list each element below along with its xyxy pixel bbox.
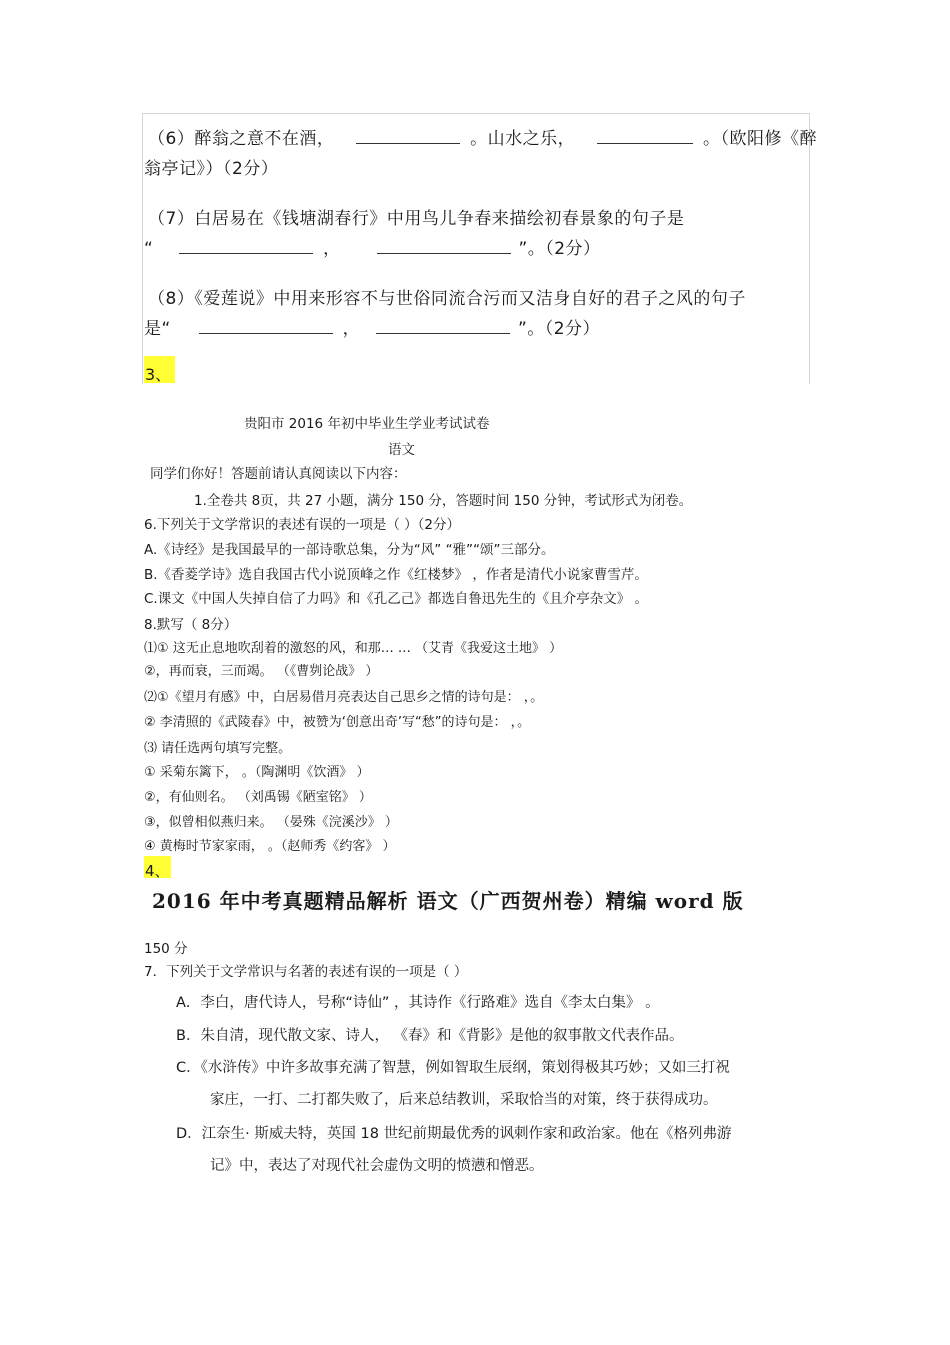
greeting-line: 同学们你好！答题前请认真阅读以下内容：: [150, 466, 407, 482]
exam-title-hezhou: 2016 年中考真题精品解析 语文（广西贺州卷）精编 word 版: [152, 889, 744, 913]
q7-line2: [144, 234, 601, 259]
q6-text-c: 。（欧阳修《醉: [702, 129, 817, 149]
q6-blank-2[interactable]: [597, 142, 693, 144]
dictation-line-8: ③，似曾相似燕归来。 （晏殊《浣溪沙》 ）: [144, 815, 398, 830]
q7-option-d-line2: 记》中，表达了对现代社会虚伪文明的愤懑和憎恶。: [210, 1158, 544, 1174]
rule-line-1: 1.全卷共 8页，共 27 小题，满分 150 分，答题时间 150 分钟，考试形式为闭卷。: [194, 493, 693, 509]
q8-stem: 8.默写（ 8分）: [144, 617, 238, 633]
q8-open: 是“: [144, 319, 171, 339]
q7-option-c-line1: C．《水浒传》中许多故事充满了智慧，例如智取生辰纲，策划得极其巧妙；又如三打祝: [176, 1060, 730, 1076]
dictation-line-1: ⑴① 这无止息地吹刮着的激怒的风，和那… … （艾青《我爱这土地》 ）: [144, 641, 563, 656]
q7-comma: ，: [323, 239, 341, 259]
q7-option-a: A．李白，唐代诗人，号称“诗仙” ，其诗作《行路难》选自《李太白集》 。: [176, 995, 660, 1011]
q8-blank-2[interactable]: [376, 332, 510, 334]
marker-4: 4、: [145, 862, 170, 880]
q6-option-c: C.课文《中国人失掉自信了力吗》和《孔乙己》都选自鲁迅先生的《且介亭杂文》 。: [144, 591, 649, 607]
q7-blank-1[interactable]: [179, 252, 313, 254]
dictation-line-7: ②，有仙则名。 （刘禹锡《陋室铭》 ）: [144, 790, 372, 805]
q6-line1: [148, 124, 817, 149]
dictation-line-3: ⑵①《望月有感》中，白居易借月亮表达自己思乡之情的诗句是： ，。: [144, 690, 544, 705]
q8-end: ”。（2分）: [517, 319, 601, 339]
q7-stem: 7．下列关于文学常识与名著的表述有误的一项是（ ）: [144, 964, 468, 980]
q6-line2: 翁亭记》）（2分）: [144, 159, 279, 179]
q8-blank-1[interactable]: [199, 332, 333, 334]
q8-line1: （8）《爱莲说》中用来形容不与世俗同流合污而又洁身自好的君子之风的句子: [148, 289, 746, 309]
q6-stem: 6.下列关于文学常识的表述有误的一项是（ ）（2分）: [144, 517, 461, 533]
q6-text-b: 。山水之乐，: [470, 129, 576, 149]
marker-3: 3、: [145, 365, 172, 384]
q6-blank-1[interactable]: [356, 142, 460, 144]
score-total: 150 分: [144, 941, 188, 957]
q6-option-b: B.《香菱学诗》选自我国古代小说顶峰之作《红楼梦》 ，作者是清代小说家曹雪芹。: [144, 567, 648, 583]
q7-line1: （7）白居易在《钱塘湖春行》中用鸟儿争春来描绘初春景象的句子是: [148, 209, 685, 229]
q8-comma: ，: [342, 319, 361, 339]
dictation-line-6: ① 采菊东篱下， 。（陶渊明《饮酒》 ）: [144, 765, 370, 780]
exam-subject: 语文: [388, 442, 415, 458]
q6-text-a: （6）醉翁之意不在酒，: [148, 129, 335, 149]
dictation-line-5: ⑶ 请任选两句填写完整。: [144, 741, 292, 756]
dictation-line-2: ②，再而衰，三而竭。 （《曹刿论战》 ）: [144, 664, 379, 679]
q8-line2: [144, 314, 600, 339]
q7-open-quote: “: [144, 239, 154, 259]
q7-end: ”。（2分）: [518, 239, 601, 259]
exam-title-guiyang: 贵阳市 2016 年初中毕业生学业考试试卷: [244, 416, 490, 432]
dictation-line-4: ② 李清照的《武陵春》中，被赞为‘创意出奇’写“愁”的诗句是： ，。: [144, 715, 531, 730]
q6-option-a: A.《诗经》是我国最早的一部诗歌总集，分为“风” “雅”“颂”三部分。: [144, 542, 555, 558]
q7-option-d-line1: D．江奈生· 斯威夫特，英国 18 世纪前期最优秀的讽刺作家和政治家。他在《格列弗游: [176, 1126, 732, 1142]
q7-blank-2[interactable]: [377, 252, 511, 254]
q7-option-c-line2: 家庄，一打、二打都失败了，后来总结教训，采取恰当的对策，终于获得成功。: [210, 1092, 718, 1108]
dictation-line-9: ④ 黄梅时节家家雨， 。（赵师秀《约客》 ）: [144, 839, 396, 854]
q7-option-b: B．朱自清，现代散文家、诗人， 《春》和《背影》是他的叙事散文代表作品。: [176, 1028, 684, 1044]
